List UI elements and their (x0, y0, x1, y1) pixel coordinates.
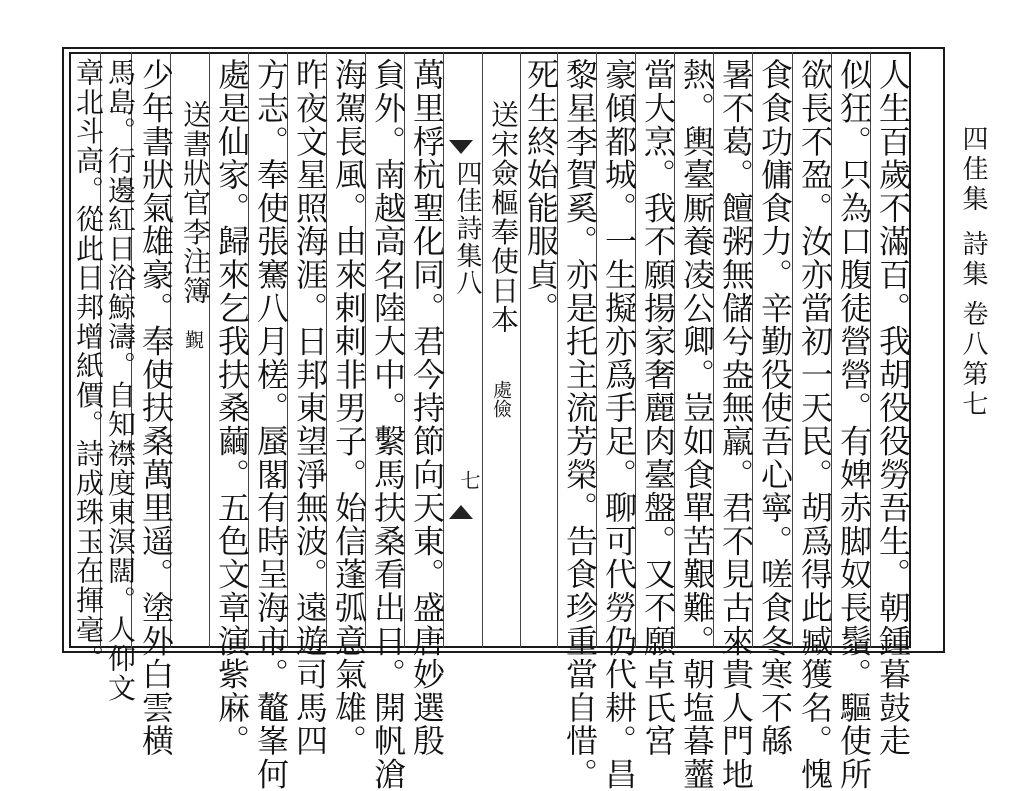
text-column-15: 方志。奉使張騫八月槎。蜃閣有時呈海市。鼇峯何 (252, 58, 290, 791)
poem-title-2: 送書狀官李注簿 (179, 100, 212, 306)
poem-title-1: 送宋僉樞奉使日本 (487, 100, 520, 335)
text-column-16: 處是仙家。歸來乞我扶桑繭。五色文章演紫麻。 (213, 58, 251, 758)
header-volume: 卷八 (958, 300, 988, 360)
text-column-13: 海駕長風。由來剌剌非男子。始信蓬弧意氣雄。 (330, 58, 368, 758)
text-column-10: 死生終始能服貞。 (522, 58, 560, 325)
text-column-6: 熱。輿臺厮養凌公卿。豈如食單苦艱難。朝塩暮虀 (678, 58, 716, 791)
text-column-18: 馬島。行邊紅日浴鯨濤。自知襟度東溟闊。人仰文 (104, 58, 137, 703)
poem-title-2-note: 覲 (182, 330, 204, 349)
fish-tail-bottom-icon (449, 505, 473, 519)
text-column-4: 食食功傭食力。辛勤役使吾心寧。嗟食冬寒不緜 (756, 58, 794, 758)
center-fold-title: 四佳詩集八 (452, 160, 482, 297)
poem-title-1-note: 處儉 (490, 380, 512, 418)
text-column-2: 似狂。只為口腹徒營營。有婢赤脚奴長鬚。驅使所 (835, 58, 873, 791)
center-fold-page-number: 七 (457, 470, 481, 490)
text-column-8: 豪傾都城。一生擬亦爲手足。聊可代勞仍代耕。昌 (600, 58, 638, 791)
text-column-5: 暑不葛。饘粥無儲兮盎無羸。君不見古來貴人門地 (717, 58, 755, 791)
text-column-17: 少年書狀氣雄豪。奉使扶桑萬里遥。塗外白雲横 (137, 58, 175, 758)
header-section: 詩集 (958, 230, 988, 290)
text-column-11: 萬里桴杭聖化同。君今持節向天東。盛唐妙選殷 (408, 58, 446, 758)
text-column-14: 昨夜文星照海涯。日邦東望淨無波。遠遊司馬四 (291, 58, 329, 758)
text-column-1: 人生百歲不滿百。我胡役役勞吾生。朝鍾暮鼓走 (874, 58, 912, 758)
text-column-19: 章北斗高。從此日邦增紙價。詩成珠玉在揮毫。 (72, 58, 105, 674)
text-column-3: 欲長不盈。汝亦當初一天民。胡爲得此臧獲名。愧 (796, 58, 834, 791)
header-book-title: 四佳集 (958, 125, 988, 215)
text-column-9: 黎星李賀奚。亦是托主流芳榮。告食珍重當自惜。 (561, 58, 599, 791)
text-column-7: 當大烹。我不願揚家奢麗肉臺盤。又不願卓氏宮 (639, 58, 677, 758)
text-column-12: 貟外。南越高名陸大中。繫馬扶桑看出日。開帆滄 (369, 58, 407, 791)
fish-tail-top-icon (449, 140, 473, 154)
header-leaf: 第七 (958, 360, 988, 420)
